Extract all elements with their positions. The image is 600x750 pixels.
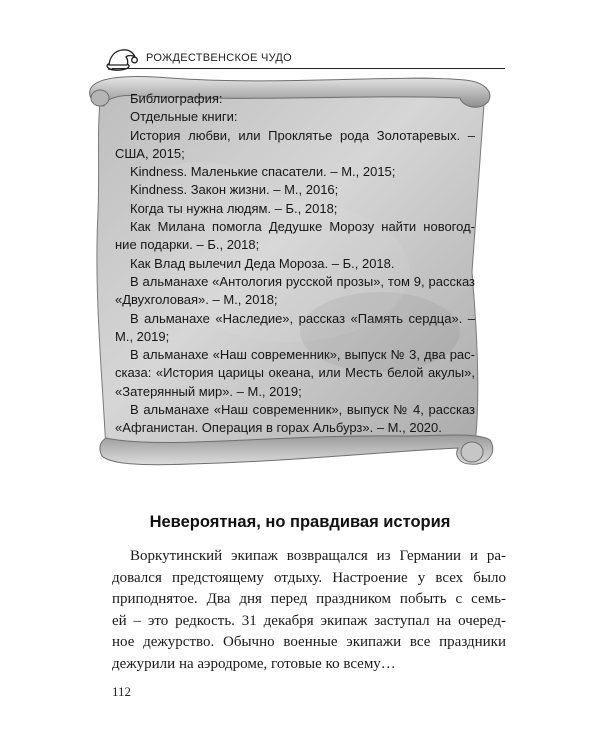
story-line: дежурили на аэродроме, готовые ко всему… xyxy=(112,655,396,672)
bibliography-line: В альманахе «Наследие», рассказ «Память сердца». – xyxy=(130,310,475,326)
bibliography-line: М., 2019; xyxy=(115,328,170,344)
bibliography-text xyxy=(115,90,475,438)
bibliography-line: США, 2015; xyxy=(115,145,185,161)
bibliography-line: Kindness. Закон жизни. – М., 2016; xyxy=(130,182,339,198)
bibliography-line: В альманахе «Антология русской прозы», том 9, рассказ xyxy=(130,273,475,289)
story-body xyxy=(112,546,506,675)
story-line: довался предстоящему отдыху. Настроение у всех было xyxy=(112,569,506,586)
bibliography-line: «Афганистан. Операция в горах Альбурз». – М., 2020. xyxy=(115,420,442,436)
story-line: ное дежурство. Обычно военные экипажи все праздники xyxy=(112,634,506,650)
bibliography-line: сказа: «История царицы океана, или Месть белой акулы», xyxy=(115,365,475,381)
bibliography-line: Как Влад вылечил Деда Мороза. – Б., 2018. xyxy=(130,255,395,271)
bibliography-line: Kindness. Маленькие спасатели. – М., 2015; xyxy=(130,164,396,180)
bibliography-line: Как Милана помогла Дедушке Морозу найти новогод- xyxy=(130,219,475,235)
bibliography-line: Когда ты нужна людям. – Б., 2018; xyxy=(130,200,338,216)
bibliography-line: В альманахе «Наш современник», выпуск № 3, два рас- xyxy=(130,347,475,363)
running-title: РОЖДЕСТВЕНСКОЕ ЧУДО xyxy=(146,52,292,64)
story-line: ей – это редкость. 31 декабря экипаж заступал на очеред- xyxy=(112,612,506,629)
bibliography-line: ние подарки. – Б., 2018; xyxy=(115,237,260,253)
bibliography-line: «Двухголовая». – М., 2018; xyxy=(115,292,278,308)
bibliography-line: Библиография: xyxy=(130,91,223,106)
story-line: Воркутинский экипаж возвращался из Германии и ра- xyxy=(130,548,506,564)
bibliography-line: Отдельные книги: xyxy=(130,109,238,125)
page-number: 112 xyxy=(112,684,132,699)
story-line: приподнятое. Два дня перед праздником побыть с семь- xyxy=(112,591,506,607)
story-title: Невероятная, но правдивая история xyxy=(149,513,451,531)
running-header xyxy=(0,0,600,80)
header-rule xyxy=(112,68,505,69)
bibliography-line: В альманахе «Наш современник», выпуск № 4, рассказ xyxy=(130,402,475,418)
bibliography-line: История любви, или Проклятье рода Золотаревых. – xyxy=(130,127,475,143)
bibliography-line: «Затерянный мир». – М., 2019; xyxy=(115,383,302,399)
